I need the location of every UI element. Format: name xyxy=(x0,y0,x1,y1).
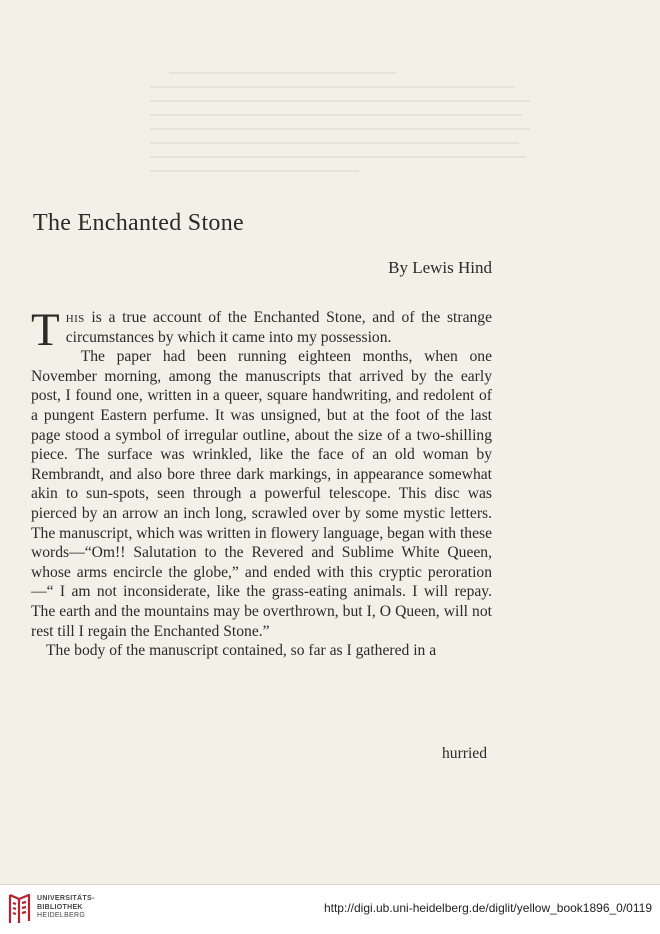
library-line-1: UNIVERSITÄTS- xyxy=(37,895,95,902)
catchword: hurried xyxy=(441,745,487,762)
permalink-url[interactable]: http://digi.ub.uni-heidelberg.de/diglit/yellow_book1896_0/0119 xyxy=(323,901,652,915)
article-body xyxy=(31,304,492,661)
paragraph-1-text: is a true account of the Enchanted Stone, and of the strange circumstances by which it came into my possession. xyxy=(65,309,492,346)
library-line-2: BIBLIOTHEK xyxy=(37,903,83,911)
paragraph-1 xyxy=(31,304,492,356)
paragraph-3: The body of the manuscript contained, so far as I gathered in a xyxy=(46,642,437,660)
library-line-3: HEIDELBERG xyxy=(37,912,86,919)
footer-bar xyxy=(0,884,660,934)
paragraph-2: The paper had been running eighteen months, when one November morning, among the manuscripts that arrived by the early post, I found one, written in a queer, square handwriting, and redolent of a pungent Eastern perfume. It was unsigned, but at the foot of the last page stood a symbol of irregular outline, about the size of a two-shilling piece. The surface was wrinkled, like the face of an old woman by Rembrandt, and also bore three dark markings, in appearance somewhat akin to sun-spots, seen through a powerful telescope. This disc was pierced by an arrow an inch long, scrawled over by some mystic letters. The manuscript, which was written in flowery language, began with these words—“Om!! Salutation to the Revered and Sublime White Queen, whose arms encircle the globe,” and ended with this cryptic peroration—“ I am not inconsiderate, like the grass-eating animals. I will repay. The earth and the mountains may be overthrown, but I, O Queen, will not rest till I regain the Enchanted Stone.” xyxy=(31,348,492,640)
article-author: By Lewis Hind xyxy=(388,258,492,277)
opening-small-caps: his xyxy=(65,309,85,326)
drop-cap: T xyxy=(31,304,60,356)
university-library-logo-icon xyxy=(7,893,33,925)
library-name xyxy=(37,895,95,921)
article-title: The Enchanted Stone xyxy=(33,210,244,236)
